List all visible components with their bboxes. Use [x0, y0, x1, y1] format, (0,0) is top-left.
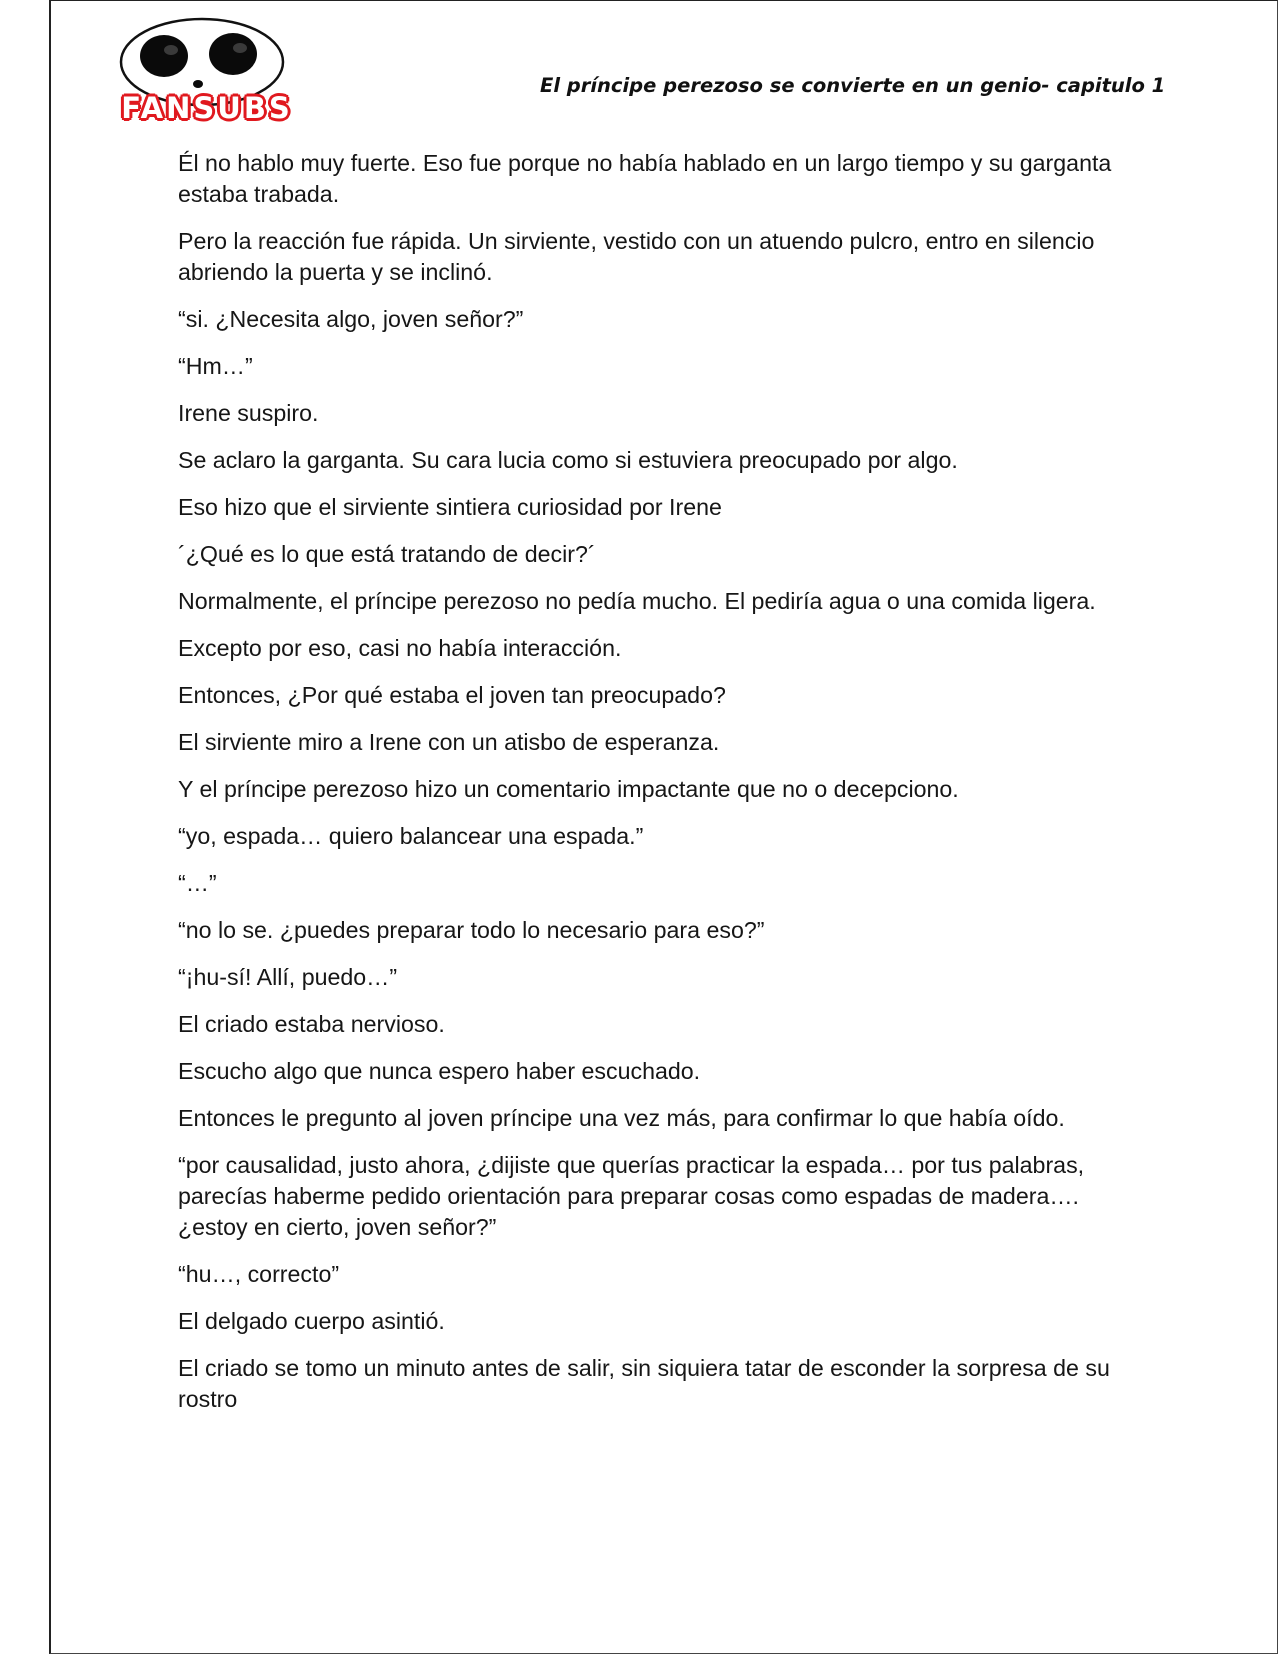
fansubs-logo — [80, 16, 334, 126]
paragraph: Y el príncipe perezoso hizo un comentario impactante que no o decepciono. — [178, 776, 959, 802]
paragraph: El criado se tomo un minuto antes de salir, sin siquiera tatar de esconder la sorpresa de su rostro — [178, 1355, 1110, 1412]
chapter-body — [178, 148, 1118, 1431]
paragraph: Entonces le pregunto al joven príncipe una vez más, para confirmar lo que había oído. — [178, 1105, 1065, 1131]
paragraph: “no lo se. ¿puedes preparar todo lo necesario para eso?” — [178, 917, 765, 943]
paragraph: ´¿Qué es lo que está tratando de decir?´ — [178, 541, 596, 567]
paragraph: “por causalidad, justo ahora, ¿dijiste que querías practicar la espada… por tus palabras, parecías haberme pedido orientación para preparar cosas como espadas de madera…. ¿estoy en cierto, joven señor?” — [178, 1152, 1085, 1240]
paragraph: El sirviente miro a Irene con un atisbo de esperanza. — [178, 729, 720, 755]
paragraph: Se aclaro la garganta. Su cara lucia como si estuviera preocupado por algo. — [178, 447, 958, 473]
paragraph: Entonces, ¿Por qué estaba el joven tan preocupado? — [178, 682, 726, 708]
paragraph: El delgado cuerpo asintió. — [178, 1308, 445, 1334]
paragraph: Él no hablo muy fuerte. Eso fue porque no había hablado en un largo tiempo y su garganta estaba trabada. — [178, 150, 1112, 207]
chapter-header-title: El príncipe perezoso se convierte en un genio- capitulo 1 — [540, 74, 1166, 97]
paragraph: Excepto por eso, casi no había interacción. — [178, 635, 622, 661]
logo-wordmark: FANSUBS — [121, 91, 293, 125]
paragraph: Eso hizo que el sirviente sintiera curiosidad por Irene — [178, 494, 722, 520]
paragraph: Escucho algo que nunca espero haber escuchado. — [178, 1058, 701, 1084]
paragraph: “hu…, correcto” — [178, 1261, 340, 1287]
paragraph: “si. ¿Necesita algo, joven señor?” — [178, 306, 524, 332]
paragraph: Irene suspiro. — [178, 400, 319, 426]
paragraph: “¡hu-sí! Allí, puedo…” — [178, 964, 398, 990]
paragraph: “yo, espada… quiero balancear una espada.” — [178, 823, 644, 849]
paragraph: El criado estaba nervioso. — [178, 1011, 445, 1037]
paragraph: “Hm…” — [178, 353, 253, 379]
paragraph: “…” — [178, 870, 217, 896]
paragraph: Pero la reacción fue rápida. Un sirviente, vestido con un atuendo pulcro, entro en silencio abriendo la puerta y se inclinó. — [178, 228, 1095, 285]
paragraph: Normalmente, el príncipe perezoso no pedía mucho. El pediría agua o una comida ligera. — [178, 588, 1096, 614]
